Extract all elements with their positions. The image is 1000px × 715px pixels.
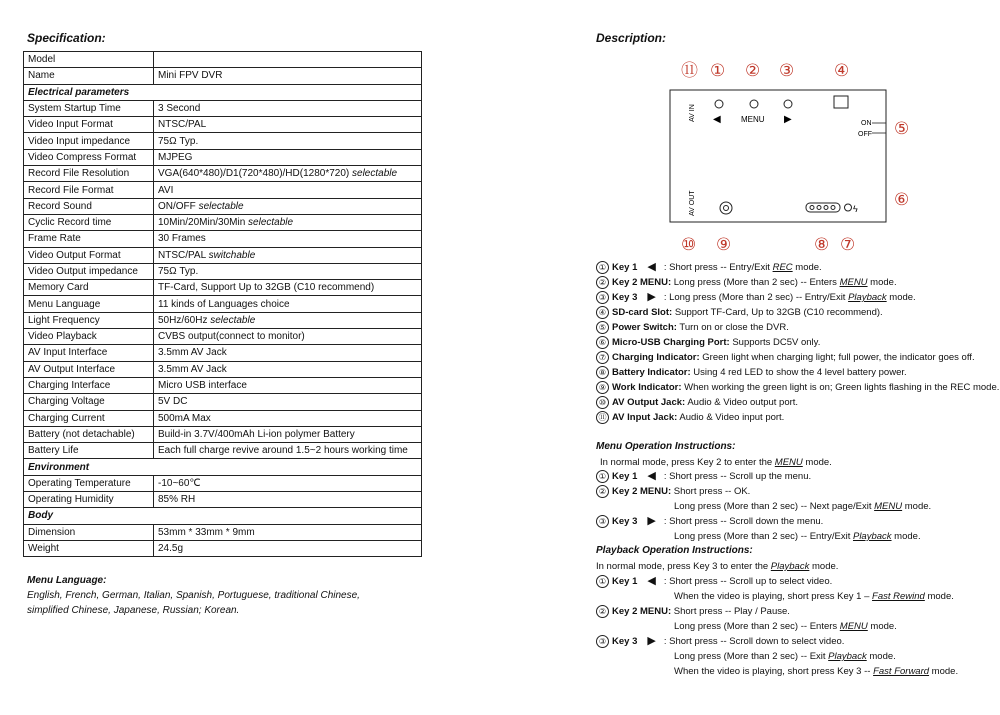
table-row <box>24 231 422 247</box>
table-row <box>24 117 422 133</box>
spec-value <box>154 68 422 84</box>
specification-heading: Specification: <box>27 31 106 45</box>
spec-key: Battery (not detachable) <box>24 426 154 442</box>
spec-qualifier: selectable <box>210 314 256 326</box>
item-number: ⑩ <box>596 396 609 409</box>
item-text: : Short press -- Scroll up to select video. <box>663 576 833 588</box>
spec-value-text: Build-in 3.7V/400mAh Li-ion polymer Battery <box>158 428 355 440</box>
spec-value-text: 50Hz/60Hz <box>158 314 208 326</box>
intro-tail: mode. <box>809 561 839 572</box>
spec-qualifier: selectable <box>352 168 398 180</box>
spec-key: Operating Humidity <box>24 492 154 508</box>
spec-value <box>154 149 422 165</box>
spec-value-text: 5V DC <box>158 396 188 408</box>
key1-button <box>715 100 723 108</box>
item-text: Long press (More than 2 sec) -- Enters <box>671 277 840 289</box>
spec-value-text: ON/OFF <box>158 200 196 212</box>
emphasized-term: Fast Rewind <box>872 591 925 602</box>
item-text: Long press (More than 2 sec) -- Next page/Exit <box>674 501 875 512</box>
spec-key: Battery Life <box>24 443 154 459</box>
spec-value-text: Micro USB interface <box>158 380 247 392</box>
description-line <box>596 485 750 498</box>
spec-value-text: 3.5mm AV Jack <box>158 347 227 359</box>
spec-value-text: 11 kinds of Languages choice <box>158 298 290 310</box>
table-row <box>24 475 422 491</box>
callout-5: ⑤ <box>894 119 910 138</box>
device-body <box>670 90 886 222</box>
item-text: Long press (More than 2 sec) -- Entry/Exit <box>674 531 853 542</box>
spec-key: Name <box>24 68 154 84</box>
spec-key: Video Output Format <box>24 247 154 263</box>
description-line <box>674 530 921 543</box>
emphasized-term: MENU <box>839 277 868 289</box>
menu-language-line: simplified Chinese, Japanese, Russian; Korean. <box>27 605 240 616</box>
key3-button <box>784 100 792 108</box>
item-label: AV Output Jack: <box>612 397 686 409</box>
spec-value <box>154 443 422 459</box>
item-label: Micro-USB Charging Port: <box>612 337 730 349</box>
description-line <box>596 276 897 289</box>
item-text-tail: mode. <box>792 262 822 274</box>
spec-key: Record File Resolution <box>24 166 154 182</box>
item-number: ⑦ <box>596 351 609 364</box>
spec-value <box>154 52 422 68</box>
table-row <box>24 410 422 426</box>
description-line <box>596 261 822 274</box>
item-text-tail: mode. <box>867 621 897 632</box>
callout-2: ② <box>745 61 761 80</box>
item-label: Work Indicator: <box>612 382 682 394</box>
table-row <box>24 149 422 165</box>
key3-arrow-icon: ▶ <box>784 114 792 125</box>
item-text: Short press -- OK. <box>671 486 751 498</box>
item-label: Key 2 MENU: <box>612 486 672 498</box>
right-arrow-icon: ▶ <box>647 515 656 528</box>
item-number: ④ <box>596 306 609 319</box>
description-line <box>596 321 789 334</box>
right-arrow-icon: ▶ <box>647 291 656 304</box>
spec-value-text: Mini FPV DVR <box>158 70 223 82</box>
charging-led-icon <box>845 204 852 211</box>
item-text-tail: mode. <box>867 277 897 289</box>
item-text: Long press (More than 2 sec) -- Enters <box>674 621 840 632</box>
item-text-tail: mode. <box>924 591 954 602</box>
av-out-label: AV OUT <box>689 190 696 216</box>
table-row <box>24 426 422 442</box>
callout-6: ⑥ <box>894 190 910 209</box>
callout-4: ④ <box>834 61 850 80</box>
spec-value-text: 10Min/20Min/30Min <box>158 217 246 229</box>
item-text: : Short press -- Entry/Exit <box>663 262 773 274</box>
description-line <box>596 366 907 379</box>
work-indicator-icon <box>720 202 732 214</box>
item-number: ③ <box>596 515 609 528</box>
spec-value-text: TF-Card, Support Up to 32GB (C10 recommend) <box>158 282 375 294</box>
emphasized-term: Playback <box>848 292 887 304</box>
item-number: ① <box>596 261 609 274</box>
menu-language-title: Menu Language: <box>27 575 107 586</box>
spec-value-text: -10~60℃ <box>158 477 201 489</box>
spec-key: System Startup Time <box>24 100 154 116</box>
item-text-tail: mode. <box>866 651 896 662</box>
item-label: Key 3 <box>612 292 638 304</box>
spec-key: Frame Rate <box>24 231 154 247</box>
table-row <box>24 133 422 149</box>
table-row <box>24 540 422 556</box>
item-text-tail: mode. <box>886 292 916 304</box>
table-row <box>24 166 422 182</box>
spec-value-text: 75Ω Typ. <box>158 135 199 147</box>
spec-value-text: 24.5g <box>158 543 184 555</box>
item-number: ① <box>596 575 609 588</box>
section-label: Electrical parameters <box>24 84 422 100</box>
item-text-tail: mode. <box>929 666 959 677</box>
callout-7: ⑦ <box>840 235 856 254</box>
item-text: Support TF-Card, Up to 32GB (C10 recommend). <box>672 307 883 319</box>
spec-key: Operating Temperature <box>24 475 154 491</box>
description-line <box>596 381 999 394</box>
item-text: : Short press -- Scroll down the menu. <box>663 516 824 528</box>
spec-value-text: NTSC/PAL <box>158 249 206 261</box>
spec-value <box>154 263 422 279</box>
table-row <box>24 52 422 68</box>
item-label: Charging Indicator: <box>612 352 700 364</box>
spec-value <box>154 394 422 410</box>
item-text: Supports DC5V only. <box>729 337 821 349</box>
spec-qualifier: selectable <box>248 217 294 229</box>
item-text: Green light when charging light; full power, the indicator goes off. <box>699 352 975 364</box>
item-text: Using 4 red LED to show the 4 level battery power. <box>690 367 907 379</box>
spec-value <box>154 492 422 508</box>
spec-qualifier: selectable <box>198 200 244 212</box>
key1-arrow-icon: ◀ <box>713 114 721 125</box>
item-text: When the video is playing, short press Key 1 – <box>674 591 873 602</box>
callout-10: ⑩ <box>681 235 697 254</box>
spec-value <box>154 296 422 312</box>
callout-11: ⑪ <box>681 61 698 80</box>
intro-tail: mode. <box>802 457 832 468</box>
item-label: Key 2 MENU: <box>612 606 672 618</box>
table-row <box>24 247 422 263</box>
specification-table <box>23 51 422 557</box>
spec-value-text: 30 Frames <box>158 233 206 245</box>
table-row <box>24 443 422 459</box>
intro-text: In normal mode, press Key 2 to enter the <box>600 457 775 468</box>
item-label: Key 1 <box>612 471 638 483</box>
spec-value-text: 3.5mm AV Jack <box>158 363 227 375</box>
spec-value <box>154 312 422 328</box>
description-line <box>674 650 896 663</box>
item-text: Audio & Video output port. <box>685 397 799 409</box>
spec-value <box>154 247 422 263</box>
item-text: : Long press (More than 2 sec) -- Entry/Exit <box>663 292 849 304</box>
section-label: Body <box>24 508 422 524</box>
table-row <box>24 329 422 345</box>
item-label: Key 2 MENU: <box>612 277 672 289</box>
spec-value <box>154 426 422 442</box>
description-heading: Description: <box>596 31 667 45</box>
description-line <box>596 470 811 483</box>
spec-value <box>154 475 422 491</box>
spec-key: Weight <box>24 540 154 556</box>
spec-value <box>154 231 422 247</box>
lightning-icon: ϟ <box>853 204 858 214</box>
table-row <box>24 198 422 214</box>
av-in-label: AV IN <box>689 104 696 122</box>
description-line <box>596 605 790 618</box>
right-arrow-icon: ▶ <box>647 635 656 648</box>
spec-qualifier: switchable <box>208 249 256 261</box>
item-number: ② <box>596 605 609 618</box>
description-line <box>596 351 975 364</box>
spec-value-text: NTSC/PAL <box>158 119 207 131</box>
left-arrow-icon: ◀ <box>647 470 656 483</box>
description-line <box>674 500 931 513</box>
item-number: ⑥ <box>596 336 609 349</box>
item-label: AV Input Jack: <box>612 412 678 424</box>
spec-key: Memory Card <box>24 280 154 296</box>
menu-language-block <box>27 573 360 618</box>
left-arrow-icon: ◀ <box>647 261 656 274</box>
spec-value-text: 75Ω Typ. <box>158 266 199 277</box>
spec-value-text: 3 Second <box>158 103 201 115</box>
description-line <box>596 336 820 349</box>
spec-value <box>154 133 422 149</box>
table-section-row <box>24 84 422 100</box>
spec-value <box>154 524 422 540</box>
spec-key: Charging Current <box>24 410 154 426</box>
table-row <box>24 280 422 296</box>
item-label: Battery Indicator: <box>612 367 691 379</box>
table-section-row <box>24 508 422 524</box>
spec-value <box>154 198 422 214</box>
emphasized-term: MENU <box>839 621 868 632</box>
spec-value <box>154 182 422 198</box>
emphasized-term: REC <box>772 262 793 274</box>
item-number: ③ <box>596 635 609 648</box>
emphasized-term: Fast Forward <box>873 666 930 677</box>
item-text: : Short press -- Scroll down to select video. <box>663 636 845 648</box>
intro-line <box>600 456 832 469</box>
spec-key: Charging Interface <box>24 377 154 393</box>
table-row <box>24 214 422 230</box>
callout-8: ⑧ <box>814 235 830 254</box>
item-label: Key 1 <box>612 576 638 588</box>
item-label: SD-card Slot: <box>612 307 673 319</box>
table-section-row <box>24 459 422 475</box>
description-line <box>674 590 954 603</box>
item-text: When working the green light is on; Green lights flashing in the REC mode. <box>681 382 1000 394</box>
item-text: Long press (More than 2 sec) -- Exit <box>674 651 829 662</box>
description-line <box>596 306 883 319</box>
spec-key: Model <box>24 52 154 68</box>
table-row <box>24 296 422 312</box>
item-number: ② <box>596 485 609 498</box>
table-row <box>24 524 422 540</box>
spec-value-text: 85% RH <box>158 494 196 506</box>
table-row <box>24 377 422 393</box>
spec-value <box>154 166 422 182</box>
description-line <box>674 665 958 678</box>
table-row <box>24 361 422 377</box>
item-label: Power Switch: <box>612 322 677 334</box>
key2-button <box>750 100 758 108</box>
spec-value-text: MJPEG <box>158 151 193 163</box>
item-text: Turn on or close the DVR. <box>676 322 789 334</box>
description-line <box>674 620 897 633</box>
table-row <box>24 182 422 198</box>
spec-key: Record Sound <box>24 198 154 214</box>
emphasized-term: MENU <box>774 457 803 468</box>
spec-value-text: 53mm * 33mm * 9mm <box>158 526 255 538</box>
spec-key: Video Input impedance <box>24 133 154 149</box>
table-row <box>24 68 422 84</box>
emphasized-term: Playback <box>852 531 892 542</box>
item-number: ⑤ <box>596 321 609 334</box>
spec-value <box>154 117 422 133</box>
spec-value <box>154 214 422 230</box>
emphasized-term: Playback <box>828 651 867 662</box>
item-label: Key 3 <box>612 516 638 528</box>
description-line <box>596 411 784 424</box>
item-number: ② <box>596 276 609 289</box>
callout-9: ⑨ <box>716 235 732 254</box>
spec-value <box>154 361 422 377</box>
callout-3: ③ <box>779 61 795 80</box>
spec-value-text: 500mA Max <box>158 412 211 424</box>
description-line <box>596 515 823 528</box>
device-diagram <box>660 56 920 256</box>
table-row <box>24 492 422 508</box>
spec-value <box>154 329 422 345</box>
spec-key: AV Input Interface <box>24 345 154 361</box>
spec-value <box>154 377 422 393</box>
section-label: Environment <box>24 459 422 475</box>
item-text-tail: mode. <box>902 501 932 512</box>
spec-key: Video Input Format <box>24 117 154 133</box>
spec-key: Video Playback <box>24 329 154 345</box>
spec-value <box>154 280 422 296</box>
sd-slot-icon <box>834 96 848 108</box>
table-row <box>24 312 422 328</box>
spec-value <box>154 540 422 556</box>
item-text-tail: mode. <box>891 531 921 542</box>
item-text: Short press -- Play / Pause. <box>671 606 790 618</box>
item-number: ① <box>596 470 609 483</box>
description-line <box>596 575 832 588</box>
spec-value-text: Each full charge revive around 1.5~2 hours working time <box>158 445 408 457</box>
spec-key: Video Output impedance <box>24 263 154 279</box>
spec-key: Charging Voltage <box>24 394 154 410</box>
item-number: ③ <box>596 291 609 304</box>
spec-value-text: AVI <box>158 184 174 196</box>
spec-value <box>154 410 422 426</box>
off-label: OFF <box>858 131 872 138</box>
spec-value <box>154 100 422 116</box>
emphasized-term: MENU <box>874 501 903 512</box>
spec-key: Record File Format <box>24 182 154 198</box>
spec-key: Menu Language <box>24 296 154 312</box>
table-row <box>24 263 422 279</box>
description-line <box>596 396 798 409</box>
spec-value <box>154 345 422 361</box>
spec-value-text: CVBS output(connect to monitor) <box>158 331 305 343</box>
item-label: Key 1 <box>612 262 638 274</box>
description-line <box>596 635 844 648</box>
menu-label: MENU <box>741 115 765 124</box>
item-number: ⑨ <box>596 381 609 394</box>
table-row <box>24 345 422 361</box>
item-text: When the video is playing, short press Key 3 -- <box>674 666 874 677</box>
menu-language-line: English, French, German, Italian, Spanish, Portuguese, traditional Chinese, <box>27 590 360 601</box>
on-label: ON <box>861 120 872 127</box>
spec-key: Dimension <box>24 524 154 540</box>
spec-key: Cyclic Record time <box>24 214 154 230</box>
callout-1: ① <box>710 61 726 80</box>
item-label: Key 3 <box>612 636 638 648</box>
table-row <box>24 394 422 410</box>
menu-ops-title: Menu Operation Instructions: <box>596 441 736 452</box>
left-arrow-icon: ◀ <box>647 575 656 588</box>
playback-ops-title: Playback Operation Instructions: <box>596 545 753 556</box>
intro-line <box>596 560 838 573</box>
item-number: ⑧ <box>596 366 609 379</box>
description-line <box>596 291 916 304</box>
spec-key: Light Frequency <box>24 312 154 328</box>
spec-key: AV Output Interface <box>24 361 154 377</box>
item-number: ⑪ <box>596 411 609 424</box>
item-text: : Short press -- Scroll up the menu. <box>663 471 812 483</box>
emphasized-term: Playback <box>770 561 810 572</box>
item-text: Audio & Video input port. <box>677 412 785 424</box>
table-row <box>24 100 422 116</box>
intro-text: In normal mode, press Key 3 to enter the <box>596 561 771 572</box>
spec-value-text: VGA(640*480)/D1(720*480)/HD(1280*720) <box>158 168 350 180</box>
spec-key: Video Compress Format <box>24 149 154 165</box>
